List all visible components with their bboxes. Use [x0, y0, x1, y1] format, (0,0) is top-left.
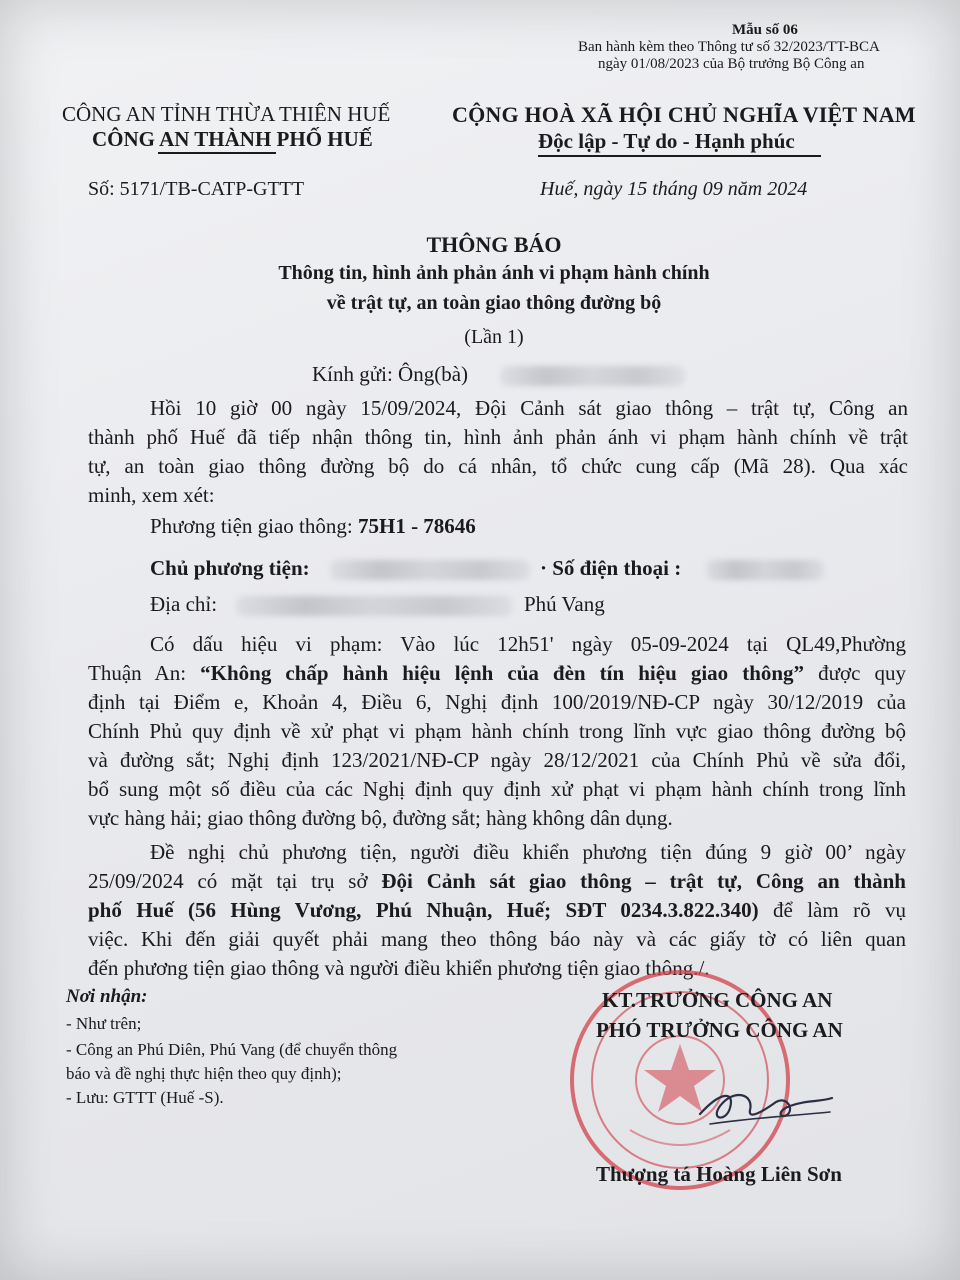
paragraph-line: đến phương tiện giao thông và người điều khiển phương tiện giao thông./.: [88, 956, 710, 980]
vehicle-line: [150, 514, 476, 539]
office-address: phố Huế (56 Hùng Vương, Phú Nhuận, Huế; SĐT 0234.3.822.340): [88, 898, 759, 922]
document-subtitle-2: về trật tự, an toàn giao thông đường bộ: [326, 292, 662, 314]
violation-description: “Không chấp hành hiệu lệnh của đèn tín hiệu giao thông”: [200, 661, 805, 685]
document-title: THÔNG BÁO: [426, 232, 562, 257]
text-run: 25/09/2024 có mặt tại trụ sở: [88, 869, 382, 893]
national-motto: Độc lập - Tự do - Hạnh phúc: [538, 129, 795, 153]
recipient-item: báo và đề nghị thực hiện theo quy định);: [66, 1064, 342, 1083]
office-name: Đội Cảnh sát giao thông – trật tự, Công an thành: [381, 869, 906, 893]
paragraph-line: và đường sắt; Nghị định 123/2021/NĐ-CP ngày 28/12/2021 của Chính Phủ về sửa đổi,: [88, 748, 906, 772]
recipient-item: - Công an Phú Diên, Phú Vang (để chuyển thông: [66, 1040, 398, 1059]
vehicle-label: Phương tiện giao thông:: [150, 514, 358, 538]
recipient-item: - Lưu: GTTT (Huế -S).: [66, 1088, 224, 1107]
text-run: để làm rõ vụ: [758, 898, 906, 922]
signature-title-2: PHÓ TRƯỞNG CÔNG AN: [596, 1018, 843, 1042]
addressee-label: Kính gửi: Ông(bà): [312, 362, 469, 386]
paragraph-violation: [88, 630, 906, 833]
issuer-underline: [158, 152, 276, 154]
paragraph-line: [88, 867, 906, 896]
document-subtitle-1: Thông tin, hình ảnh phản ánh vi phạm hành chính: [278, 262, 710, 284]
address-label: Địa chỉ:: [150, 592, 218, 616]
license-plate: 75H1 - 78646: [357, 514, 476, 538]
paragraph-line: minh, xem xét:: [88, 483, 215, 507]
paragraph-receipt: [88, 394, 908, 510]
paragraph-line: Có dấu hiệu vi phạm: Vào lúc 12h51' ngày 05-09-2024 tại QL49,Phường: [150, 632, 906, 656]
address-tail: Phú Vang: [524, 592, 605, 616]
text-run: được quy: [804, 661, 906, 685]
paragraph-line: định tại Điểm e, Khoản 4, Điều 6, Nghị định 100/2019/NĐ-CP ngày 30/12/2019 của: [88, 690, 906, 714]
paragraph-line: [88, 896, 906, 925]
signature-title-1: KT.TRƯỞNG CÔNG AN: [602, 988, 833, 1012]
paragraph-line: thành phố Huế đã tiếp nhận thông tin, hình ảnh phản ánh vi phạm hành chính về trật: [88, 425, 908, 449]
paragraph-line: bổ sung một số điều của các Nghị định quy định xử phạt vi phạm hành chính trong lĩnh: [88, 777, 906, 801]
form-number: Mẫu số 06: [732, 22, 798, 38]
paragraph-line: Đề nghị chủ phương tiện, người điều khiển phương tiện đúng 9 giờ 00’ ngày: [150, 840, 906, 864]
redacted-addressee: [500, 366, 685, 386]
notice-round: (Lần 1): [464, 326, 524, 348]
national-title: CỘNG HOÀ XÃ HỘI CHỦ NGHĨA VIỆT NAM: [452, 102, 916, 127]
document-number: Số: 5171/TB-CATP-GTTT: [88, 178, 305, 200]
paragraph-line: [88, 659, 906, 688]
issuer: CÔNG AN THÀNH PHỐ HUẾ: [92, 127, 373, 151]
form-issued-line1: Ban hành kèm theo Thông tư số 32/2023/TT-BCA: [578, 39, 880, 55]
signer-name: Thượng tá Hoàng Liên Sơn: [596, 1162, 842, 1186]
text-run: Thuận An:: [88, 661, 201, 685]
paragraph-line: vực hàng hải; giao thông đường bộ, đường sắt; hàng không dân dụng.: [88, 806, 673, 830]
paragraph-line: việc. Khi đến giải quyết phải mang theo thông báo này và các giấy tờ có liên quan: [88, 927, 906, 951]
redacted-address: [236, 596, 512, 616]
issuer-parent: CÔNG AN TỈNH THỪA THIÊN HUẾ: [62, 102, 391, 126]
recipient-item: - Như trên;: [66, 1014, 142, 1033]
form-issued-line2: ngày 01/08/2023 của Bộ trưởng Bộ Công an: [598, 56, 865, 72]
owner-label: Chủ phương tiện:: [150, 556, 310, 580]
paragraph-line: Chính Phủ quy định về xử phạt vi phạm hành chính trong lĩnh vực giao thông đường bộ: [88, 719, 906, 743]
motto-underline: [538, 155, 821, 157]
redacted-owner: [330, 560, 530, 580]
handwritten-signature: [690, 1072, 840, 1132]
place-date: Huế, ngày 15 tháng 09 năm 2024: [540, 178, 808, 200]
paragraph-line: tự, an toàn giao thông đường bộ do cá nhân, tổ chức cung cấp (Mã 28). Qua xác: [88, 454, 908, 478]
paragraph-line: Hồi 10 giờ 00 ngày 15/09/2024, Đội Cảnh sát giao thông – trật tự, Công an: [150, 396, 908, 420]
paragraph-request: [88, 838, 906, 983]
redacted-phone: [706, 560, 824, 580]
phone-label: · Số điện thoại :: [540, 556, 682, 580]
recipients-title: Nơi nhận:: [66, 986, 148, 1007]
